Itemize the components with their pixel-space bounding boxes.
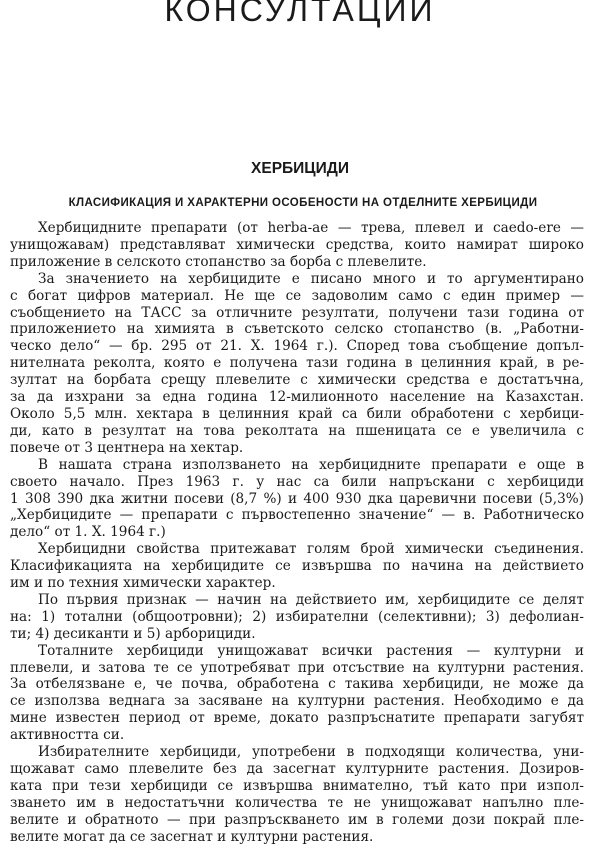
article-body: [10, 220, 584, 846]
text-line: велите и обратното — при разпръскването им в големи дози покрай пле-: [10, 811, 584, 828]
text-line: Хербицидните препарати (от herba-ae — трева, плевел и caedo-ere —: [38, 220, 584, 236]
text-line: своето начало. През 1963 г. у нас са били напръскани с хербициди: [10, 473, 584, 490]
paragraph-definition: [10, 220, 584, 271]
text-line: зултат на борбата срещу плевелите с химически средства е достатъчна,: [10, 372, 584, 389]
article-title: ХЕРБИЦИДИ: [251, 160, 349, 177]
text-line: За значението на хербицидите е писано много и то аргументирано: [38, 270, 584, 287]
text-line: мине известен период от време, докато разпръснатите препарати загубят: [10, 710, 584, 727]
paragraph-domestic-use: [10, 457, 584, 542]
text-line: Избирателните хербициди, употребени в подходящи количества, уни-: [38, 744, 584, 761]
text-line: „Хербицидите — препарати с първостепенно значение“ — в. Работническо: [10, 507, 584, 524]
paragraph-action-types: [10, 592, 584, 643]
text-line: дело“ от 1. X. 1964 г.): [10, 524, 166, 541]
text-line: с богат цифров материал. Не ще се задоволим само с един пример —: [10, 287, 584, 304]
text-line: ди, като в резултат на това реколтата на пшеницата се е увеличила с: [10, 422, 584, 439]
text-line: съобщението на ТАСС за отличните резултати, получени тази година от: [10, 304, 584, 321]
text-line: Около 5,5 млн. хектара в целинния край са били обработени с хербици-: [10, 405, 584, 422]
text-line: приложение в селското стопанство за борба с плевелите.: [10, 253, 427, 270]
text-line: 1 308 390 дка житни посеви (8,7 %) и 400 930 дка царевични посеви (5,3%): [10, 490, 584, 507]
text-line: щожават само плевелите без да засегнат културните растения. Дозиров-: [10, 761, 584, 777]
text-line: За отбелязване е, че почва, обработена с такива хербициди, не може да: [10, 676, 584, 693]
text-line: за да изхрани за една година 12-милионното население на Казахстан.: [10, 389, 584, 406]
text-line: зването им в недостатъчни количества те не унищожават напълно пле-: [10, 794, 584, 811]
text-line: В нашата страна използването на хербицидните препарати е още в: [38, 456, 584, 473]
text-line: приложението на химията в съветското селско стопанство (в. „Работни-: [10, 321, 584, 338]
text-line: ката при тези хербициди се извършва внимателно, тъй като при изпол-: [10, 777, 584, 794]
text-line: унищожавам) представляват химически средства, които намират широко: [10, 236, 584, 253]
paragraph-selective-herbicides: [10, 744, 584, 845]
text-line: велите могат да се засегнат и културни растения.: [10, 828, 374, 845]
text-line: им и по техния химически характер.: [10, 575, 276, 592]
text-line: активността си.: [10, 727, 125, 744]
text-line: ческо дело“ — бр. 295 от 21. X. 1964 г.). Според това съобщение допъл-: [10, 338, 584, 355]
text-line: Тоталните хербициди унищожават всички растения — културни и: [38, 642, 584, 659]
paragraph-importance: [10, 271, 584, 457]
text-line: Класификацията на хербицидите се извършва по начина на действието: [10, 558, 584, 575]
text-line: По първия признак — начин на действието им, хербицидите се делят: [38, 591, 584, 608]
text-line: нителната реколта, която е получена тази година в целинния край, в ре-: [10, 355, 584, 372]
text-line: ти; 4) десиканти и 5) арборициди.: [10, 625, 256, 642]
text-line: се използва веднага за засяване на културни растения. Необходимо е да: [10, 693, 584, 710]
section-heading: КОНСУЛТАЦИИ: [164, 0, 436, 28]
paragraph-total-herbicides: [10, 643, 584, 744]
text-line: повече от 3 центнера на хектар.: [10, 439, 244, 456]
article-subtitle: КЛАСИФИКАЦИЯ И ХАРАКТЕРНИ ОСОБЕНОСТИ НА ОТДЕЛНИТЕ ХЕРБИЦИДИ: [68, 197, 538, 209]
text-line: Хербицидни свойства притежават голям брой химически съединения.: [38, 541, 584, 558]
paragraph-classification: [10, 541, 584, 592]
text-line: на: 1) тотални (общоотровни); 2) избирателни (селективни); 3) дефолиан-: [10, 608, 584, 625]
text-line: плевели, и затова те се употребяват при отсъствие на културни растения.: [10, 659, 584, 676]
